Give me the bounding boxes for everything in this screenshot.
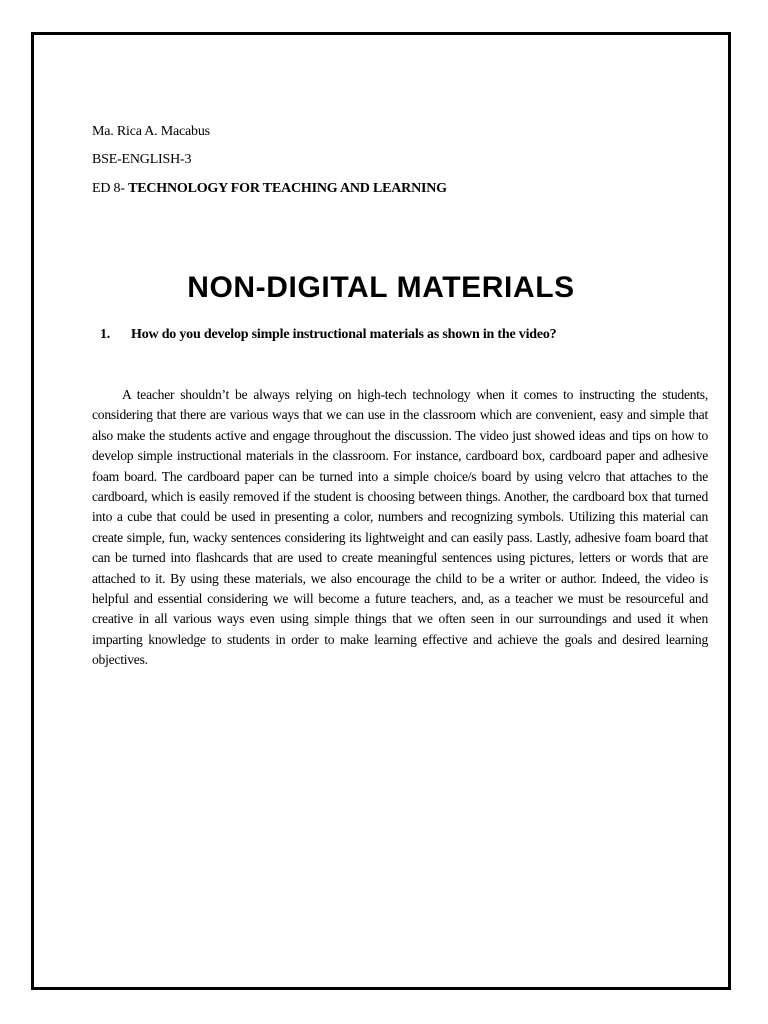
course-code: ED 8-	[92, 181, 129, 196]
program-name: BSE-ENGLISH-3	[92, 152, 192, 167]
question-item	[100, 327, 556, 343]
question-text: How do you develop simple instructional materials as shown in the video?	[131, 327, 557, 342]
answer-paragraph: A teacher shouldn’t be always relying on high-tech technology when it comes to instructing the students, considering that there are various ways that we can use in the classroom which are convenient, easy and simple that also make the students active and engage throughout the discussion. The video just showed ideas and tips on how to develop simple instructional materials in the classroom. For instance, cardboard box, cardboard paper and adhesive foam board. The cardboard paper can be turned into a simple choice/s board by using velcro that attaches to the cardboard, which is easily removed if the student is choosing between things. Another, the cardboard box that turned into a cube that could be used in presenting a color, numbers and recognizing symbols. Utilizing this material can create simple, fun, wacky sentences considering its lightweight and can easily pass. Lastly, adhesive foam board that can be turned into flashcards that are used to create meaningful sentences using pictures, letters or words that are attached to it. By using these materials, we also encourage the child to be a writer or author. Indeed, the video is helpful and essential considering we will become a future teachers, and, as a teacher we must be resourceful and creative in all various ways even using simple things that we often seen in our surroundings and used it when imparting knowledge to students in order to make learning effective and achieve the goals and desired learning objectives.	[92, 387, 708, 668]
question-number: 1.	[100, 327, 111, 342]
document-page	[31, 32, 731, 990]
page-title: NON-DIGITAL MATERIALS	[187, 271, 575, 304]
author-name: Ma. Rica A. Macabus	[92, 124, 210, 139]
course-title: TECHNOLOGY FOR TEACHING AND LEARNING	[128, 181, 447, 196]
course-line	[92, 181, 447, 197]
